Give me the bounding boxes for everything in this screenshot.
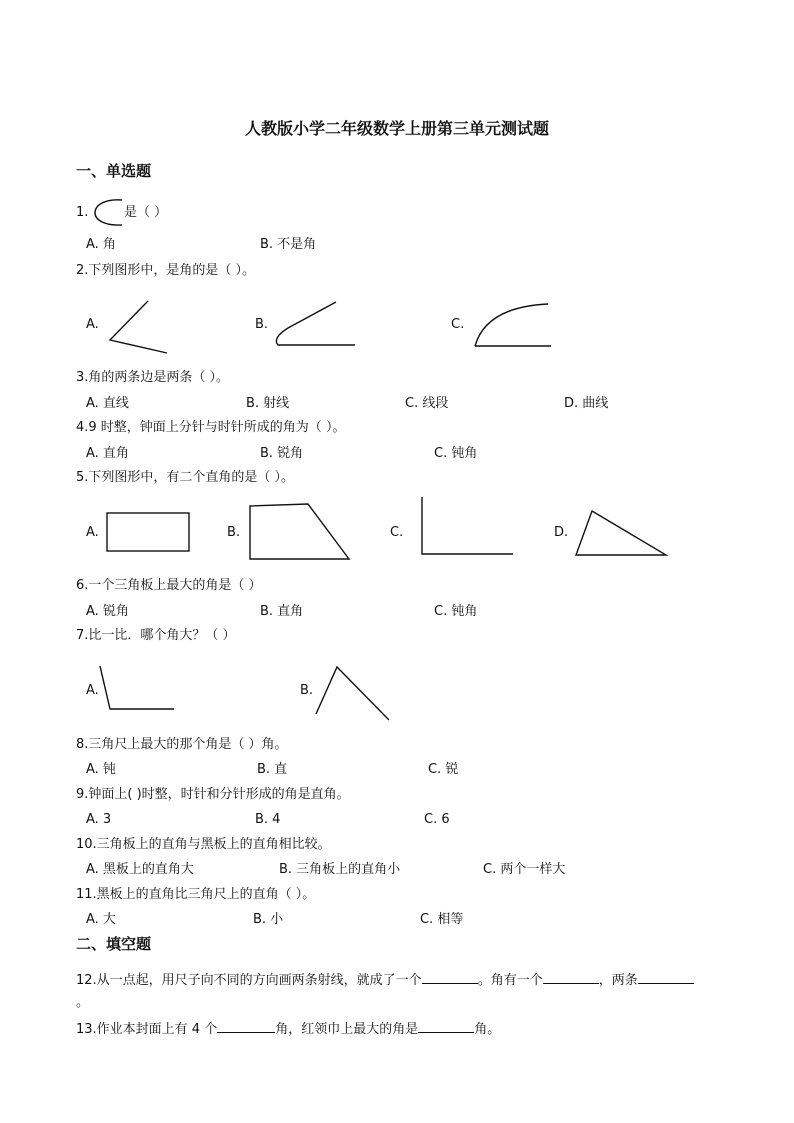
right-angle-figure-c-icon xyxy=(420,496,516,558)
question-11-option-a[interactable]: A. 大 xyxy=(86,912,116,927)
question-5-option-d[interactable]: D. xyxy=(554,525,569,540)
rectangle-figure-a-icon xyxy=(106,512,192,554)
question-4-option-a[interactable]: A. 直角 xyxy=(86,446,129,461)
arc-figure-c-icon xyxy=(474,303,554,349)
question-13-blank-1[interactable] xyxy=(217,1020,275,1033)
question-13-text-3: 角。 xyxy=(474,1022,501,1037)
question-2-option-b[interactable]: B. xyxy=(255,317,269,332)
section-heading-fill-in: 二、填空题 xyxy=(76,935,152,953)
question-12-blank-1[interactable] xyxy=(422,971,478,984)
question-7-stem: 7.比一比．哪个角大？（ ） xyxy=(76,628,236,643)
question-3-option-d[interactable]: D. 曲线 xyxy=(564,396,609,411)
question-8-option-b[interactable]: B. 直 xyxy=(257,762,288,777)
question-10-option-c[interactable]: C. 两个一样大 xyxy=(483,862,566,877)
question-5-option-c[interactable]: C. xyxy=(390,525,404,540)
trapezoid-figure-b-icon xyxy=(248,503,352,561)
question-3-option-c[interactable]: C. 线段 xyxy=(405,396,449,411)
question-3-option-a[interactable]: A. 直线 xyxy=(86,396,129,411)
question-2-option-a[interactable]: A. xyxy=(86,317,99,332)
question-6-stem: 6.一个三角板上最大的角是（ ） xyxy=(76,578,262,593)
question-12-text-3: ，两条 xyxy=(598,973,638,988)
question-8-option-a[interactable]: A. 钝 xyxy=(86,762,116,777)
curved-vertex-figure-b-icon xyxy=(272,301,358,349)
question-7-option-a[interactable]: A. xyxy=(86,683,99,698)
question-11-option-c[interactable]: C. 相等 xyxy=(420,912,464,927)
acute-angle-figure-b-icon xyxy=(314,664,392,724)
question-2-option-c[interactable]: C. xyxy=(451,317,465,332)
question-1-option-a[interactable]: A. 角 xyxy=(86,237,116,252)
question-1-stem: 是（ ） xyxy=(124,205,168,220)
question-7-option-b[interactable]: B. xyxy=(300,683,314,698)
question-11-option-b[interactable]: B. 小 xyxy=(253,912,284,927)
question-12-line xyxy=(76,971,694,989)
triangle-figure-d-icon xyxy=(574,509,670,559)
question-4-stem: 4.9 时整，钟面上分针与时针所成的角为（ ）。 xyxy=(76,420,346,435)
question-9-option-c[interactable]: C. 6 xyxy=(424,812,450,827)
question-2-stem: 2.下列图形中，是角的是（ ）。 xyxy=(76,263,256,278)
question-9-option-a[interactable]: A. 3 xyxy=(86,812,112,827)
question-8-option-c[interactable]: C. 锐 xyxy=(428,762,459,777)
question-8-stem: 8.三角尺上最大的那个角是（ ）角。 xyxy=(76,737,288,752)
question-6-option-a[interactable]: A. 锐角 xyxy=(86,604,129,619)
question-3-option-b[interactable]: B. 射线 xyxy=(246,396,290,411)
question-9-stem: 9.钟面上( )时整，时针和分针形成的角是直角。 xyxy=(76,787,350,802)
question-1-option-b[interactable]: B. 不是角 xyxy=(260,237,317,252)
question-12-text-1: 12.从一点起，用尺子向不同的方向画两条射线，就成了一个 xyxy=(76,973,422,988)
question-1-number: 1. xyxy=(76,205,89,220)
question-12-text-2: 。角有一个 xyxy=(477,973,543,988)
curve-figure-icon xyxy=(88,197,128,229)
question-11-stem: 11.黑板上的直角比三角尺上的直角（ ）。 xyxy=(76,887,316,902)
question-6-option-b[interactable]: B. 直角 xyxy=(260,604,304,619)
question-3-stem: 3.角的两条边是两条（ ）。 xyxy=(76,370,230,385)
question-12-text-4: 。 xyxy=(76,995,90,1010)
obtuse-angle-figure-a-icon xyxy=(98,664,176,714)
question-13-text-2: 角，红领巾上最大的角是 xyxy=(275,1022,419,1037)
question-10-stem: 10.三角板上的直角与黑板上的直角相比较。 xyxy=(76,837,331,852)
angle-figure-a-icon xyxy=(108,299,170,355)
question-6-option-c[interactable]: C. 钝角 xyxy=(434,604,478,619)
section-heading-single-choice: 一、单选题 xyxy=(76,162,152,180)
question-5-option-b[interactable]: B. xyxy=(227,525,241,540)
question-10-option-a[interactable]: A. 黑板上的直角大 xyxy=(86,862,194,877)
question-12-blank-2[interactable] xyxy=(543,971,599,984)
page-title: 人教版小学二年级数学上册第三单元测试题 xyxy=(244,119,549,138)
question-13-text-1: 13.作业本封面上有 4 个 xyxy=(76,1022,218,1037)
question-13-blank-2[interactable] xyxy=(418,1020,474,1033)
question-5-option-a[interactable]: A. xyxy=(86,525,99,540)
question-5-stem: 5.下列图形中，有二个直角的是（ ）。 xyxy=(76,470,295,485)
question-10-option-b[interactable]: B. 三角板上的直角小 xyxy=(279,862,401,877)
question-9-option-b[interactable]: B. 4 xyxy=(255,812,281,827)
question-4-option-b[interactable]: B. 锐角 xyxy=(260,446,304,461)
question-12-blank-3[interactable] xyxy=(638,971,694,984)
question-13-line xyxy=(76,1020,500,1038)
question-4-option-c[interactable]: C. 钝角 xyxy=(434,446,478,461)
